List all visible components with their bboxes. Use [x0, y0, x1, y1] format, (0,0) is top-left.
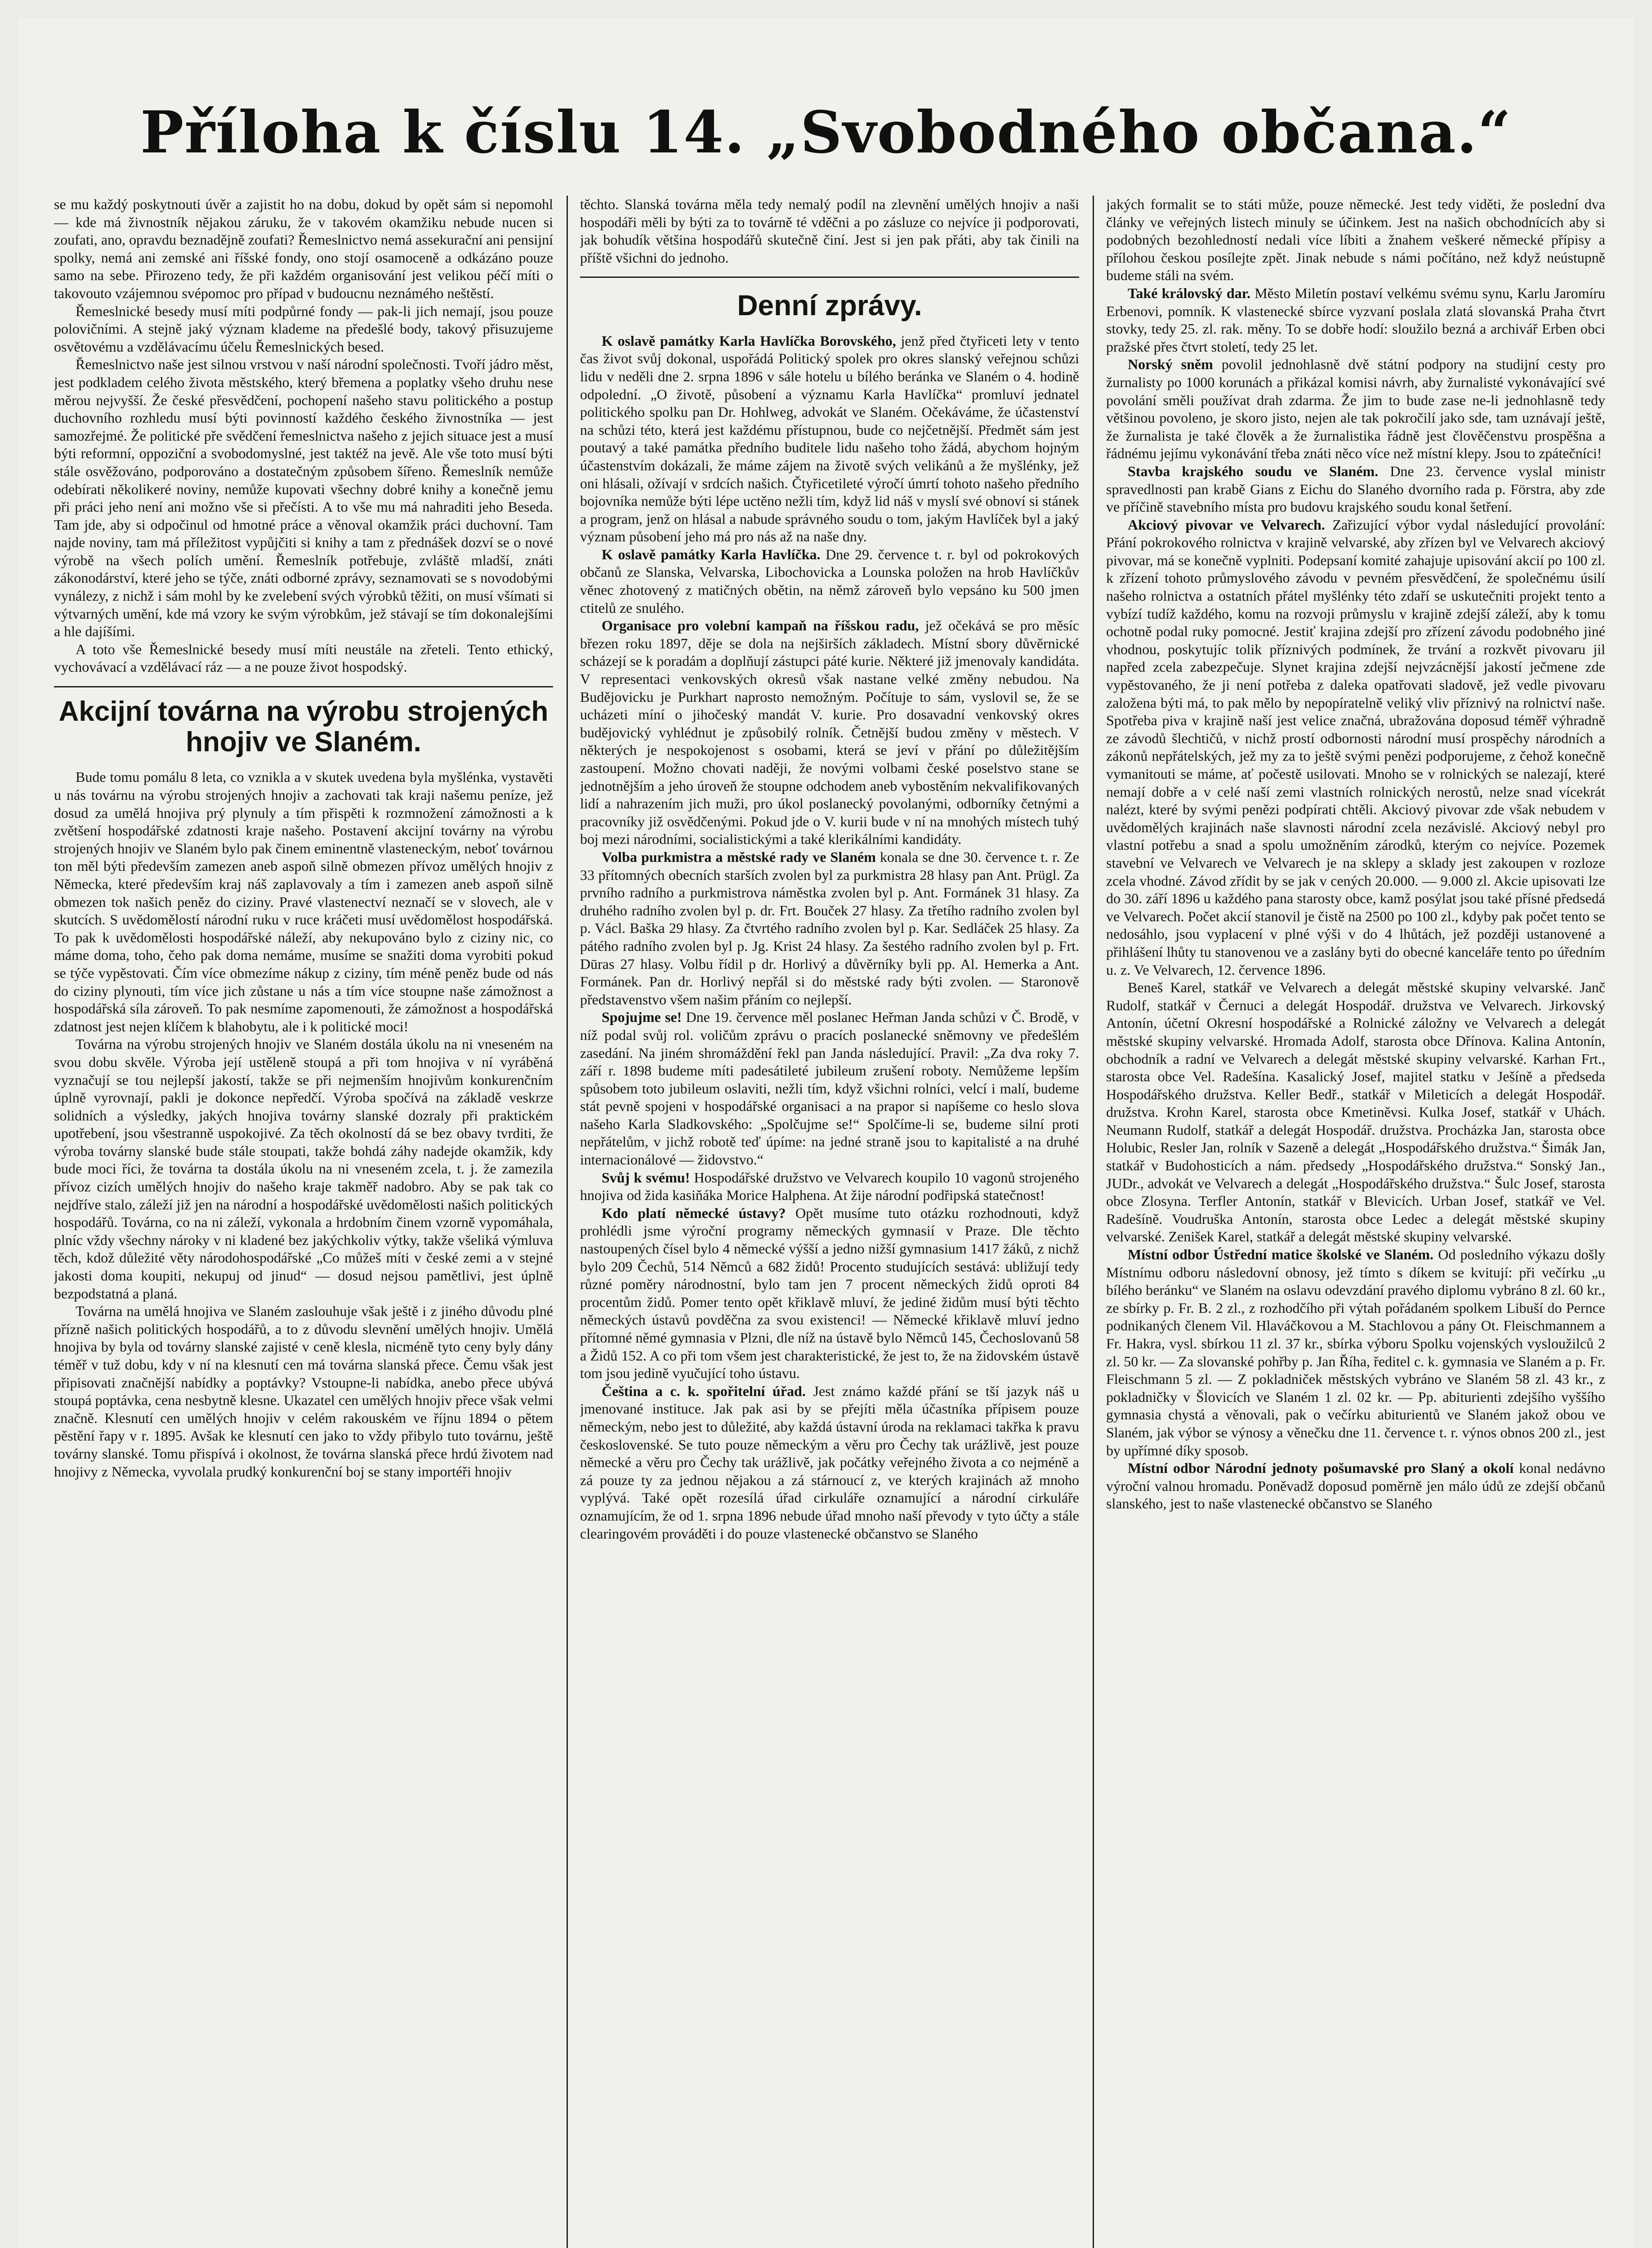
paragraph: Beneš Karel, statkář ve Velvarech a delegát městské skupiny velvarské. Janč Rudolf, statkář v Černuci a delegát Hospodář. družstva ve Velvarech. Jirkovský Antonín, účetní Okresní hospodářské a Rolnické záložny ve Velvarech a delegát městské skupiny velvarské. Hromada Adolf, starosta obce Dřínova. Kalina Antonín, obchodník a radní ve Velvarech a delegát městské skupiny velvarské. Karhan Frt., starosta obce Vel. Radešína. Kasalický Josef, majitel statku v Ješíně a předseda Hospodářského družstva. Keller Bedř., statkář v Mileticích a delegát Hospodář. družstva. Krohn Karel, starosta obce Kmetiněvsi. Kulka Josef, statkář v Uhách. Neumann Rudolf, statkář a delegát Hospodář. družstva. Procházka Jan, starosta obce Holubic, Resler Jan, rolník v Sazeně a delegát „Hospodářského družstva.“ Šimák Jan, statkář v Budohosticích a nám. předsedy „Hospodářského družstva.“ Sonský Jan., JUDr., advokát ve Velvarech a delegát „Hospodářského družstva.“ Šulc Josef, starosta obce Zlosyna. Terfler Antonín, statkář v Blevicích. Urban Josef, statkář ve Vel. Radešíně. Voudruška Antonín, starosta obce Ledec a delegát městské skupiny velvarské. Zenišek Karel, statkář a delegát městské skupiny velvarské. [1106, 979, 1605, 1245]
news-item [580, 1169, 1079, 1204]
news-item-lead: Norský sněm [1128, 356, 1213, 373]
news-item [580, 332, 1079, 546]
news-item [1106, 285, 1605, 356]
news-item-text: Dne 23. července vyslal ministr spravedlnosti pan krabě Gians z Eichu do Slaného dvorního rada p. Förstra, aby zde ve příčině stavebního místa pro budovu krajského soudu konal šetření. [1106, 463, 1605, 515]
news-item-text: Od posledního výkazu došly Místnímu odboru následovní obnosy, jež tímto s díkem se kvitují: při večírku „u bílého beránku“ ve Slaném na oslavu odevzdání pravého diplomu vybráno 8 zl. 60 kr., ze sbírky p. Fr. B. 2 zl., z rozhodčího při výtah pořádaném spolkem Libuší do Pernce podnikaných členem Vil. Hlaváčkovou a M. Stachlovou a pány Ot. Fleischmannem a Fr. Hakra, vysl. sbírkou 11 zl. 37 kr., sbírka výboru Spolku vojenských vysloužilců 2 zl. 50 kr. — Za slovanské pohřby p. Jan Říha, ředitel c. k. gymnasia ve Slaném a p. Fr. Fleischmann 5 zl. — Z pokladniček městských vybráno ve Slaném 58 zl. 43 kr., z pokladničky v Šlovicích ve Slaném 1 zl. 02 kr. — Pp. abiturienti zdejšího vyššího gymnasia chystá a věnovali, pak o večírku abiturientů ve Slaném jakož obou ve Slaném, jak výbor se výnosy a věnečku dne 11. července t. r. výnos obnos 200 zl., jest by upřímné díky sposob. [1106, 1246, 1605, 1459]
news-item-text: Jest známo každé přání se tší jazyk náš u jmenované instituce. Jak pak asi by se přejíti měla účastníka přípisem pouze německým, nebo jest to důležité, aby každá ústavní úroda na reklamaci takřka k pravu československé. Se tuto pouze německým a věru pro Čechy tak urážlivě, jest pouze německé a věru pro Čechy tak urážlivě, jak počátky veřejného života a co nejméně a zá pouze ty za jednou nějakou a zá stárnoucí z, ve kterých krajinách až mnoho vyplývá. Také opět rozesílá úřad cirkuláře oznamující a národní cirkuláře oznamujícím, že od 1. srpna 1896 nebude úřad mnoho naší převody v tyto účty a stále clearingovém prováděti i do pouze vlastenecké občanstvo se Slaného [580, 1383, 1079, 1542]
paragraph: těchto. Slanská továrna měla tedy nemalý podíl na zlevnění umělých hnojiv a naši hospodáři měli by býti za to továrně té vděčni a po zásluze co nejvíce ji podporovati, jak bohudík většina hospodářů skutečně činí. Jest si jen pak přáti, aby tak činili na příště všichni do jednoho. [580, 196, 1079, 266]
column-rule [567, 196, 568, 2248]
news-item-lead: Svůj k svému! [602, 1169, 690, 1186]
column-1 [54, 196, 553, 2248]
news-item [1106, 1246, 1605, 1459]
news-item-text: Opět musíme tuto otázku rozhodnouti, když prohlédli jsme výroční programy německých gymnasií v Praze. Dle těchto nastoupených čísel bylo 4 německé výšší a jedno nižší gymnasium 1417 žáků, z nichž bylo 209 Čechů, 514 Němců a 682 židů! Procento studujících sestává: ubližují tedy různé poměry národnostní, bylo tam jen 7 procent německých židů oproti 84 procentům židů. Pomer tento opět křiklavě mluví, že jediné židům musí býti těchto německých ústavů povděčna za svou existenci! — Německé křiklavě mluví jedno přítomné němé gymnasia v Plzni, dle níž na ústavě bylo Němců 145, Čechoslovanů 58 a Židů 152. A co při tom všem jest charakteristické, že jest to, že na židovském ústavě tom jsou jedině vyučující toho ústavu. [580, 1204, 1079, 1382]
column-2 [580, 196, 1079, 2248]
news-item [580, 546, 1079, 617]
news-item-text: konal nedávno výroční valnou hromadu. Poněvadž doposud poměrně jen málo údů ze zdejší občanů slanského, jest to naše vlastenecké občanstvo se Slaného [1106, 1460, 1605, 1512]
news-item [580, 848, 1079, 1008]
news-item-text: Dne 29. července t. r. byl od pokrokových občanů ze Slanska, Velvarska, Libochovicka a Lounska položen na hrob Havlíčkův věnec zhotovený z matičných obětin, na němž zároveň bylo vepsáno ku 500 jmen ctitelů ze snulého. [580, 546, 1079, 616]
news-item-lead: Kdo platí německé ústavy? [602, 1204, 786, 1221]
paragraph: jakých formalit se to státi může, pouze německé. Jest tedy viděti, že poslední dva články ve veřejných listech minuly se účinkem. Jest na našich obchodnících aby si podobných bezohledností nedali více líbiti a žnahem veškeré německé přípisy a přílohou českou posílejte zpět. Jinak nebude s námi počítáno, než když neústupně budeme stáli na svém. [1106, 196, 1605, 284]
paragraph: A toto vše Řemeslnické besedy musí míti neustále na zřeteli. Tento ethický, vychovávací a vzdělávací ráz — a ne pouze život hospodský. [54, 641, 553, 675]
news-item-lead: K oslavě památky Karla Havlíčka Borovského, [602, 332, 896, 349]
news-item-text: Dne 19. července měl poslanec Heřman Janda schůzi v Č. Brodě, v níž podal svůj rol. voličům zprávu o pracích poslanecké sněmovny ve předešlém zasedání. Na jiném shromáždění řekl pan Janda následující. Pravil: „Za dva roky 7. září r. 1898 budeme míti padesátileté jubileum zrušení roboty. Nemůžeme lepším spůsobem toto jubileum oslaviti, nežli tím, když všichni rolníci, velcí i malí, budeme stát pevně spojeni v hospodářské organisaci a na prapor si napíšeme co heslo slova našeho Karla Sladkovského: „Spolčujme se!“ Spolčíme-li se, budeme silní proti nepřátelům, v jichž robotě teď úpíme: na jedné straně jsou to kapitalisté a na druhé internacionálové — židovstvo.“ [580, 1009, 1079, 1168]
news-item-lead: Volba purkmistra a městské rady ve Slaném [602, 848, 876, 865]
news-item-lead: Akciový pivovar ve Velvarech. [1128, 516, 1325, 533]
news-item-text: Zařizující výbor vydal následující provolání: Přání pokrokového rolnictva v krajině velvarské, aby zřízen byl ve Velvarech akciový pivovar, má se konečně vyplniti. Podepsaní komité zahajuje upisování akcií po 100 zl. k zřízení tohoto průmyslového závodu v pevném přesvědčení, že společnému úsilí našeho rolnictva a ostatních přátel myšlénky této zdaří se uskutečniti projekt tento a vybízí tudíž každého, komu na rozvoji průmyslu v krajině zdejší záleží, aby k tomu ochotně podal ruky pomocné. Jestiť krajina zdejší pro zřízení závodu podobného jiné vhodnou, poskytujíc tolik příznivých podmínek, že trvání a rozkvět pivovaru jil napřed zcela zabezpečuje. Slynet krajina zdejší nejvzácnější jakostí ječmene zde vypěstovaného, že ji není potřeba z daleka opatřovati sladově, jež vedle pivovaru založena býti má, to pak mělo by nepopíratelně veliký vliv příznivý na rolnictví naše. Spotřeba piva v krajině naší jest velice značná, ubražována doposud téměř výhradně ze závodů šlechtičů, v nichž prostí odbornosti národní musí prospěchy národních a zákonů nepřátelských, jež my za to ještě svými penězi podporujeme, z čehož konečně vymanitouti se máme, ať počestě usilovati. Mnoho se v rolnických se nalezají, které nemají dobře a v celé naší zemi vlastních rolnických nerostů, nelze snad vícekrát nalézt, které by svými penězi podpírati chtěli. Akciový pivovar zde však nebudem v uvědomělých krajinách naše slavnosti národní zcela nezávislé. Akciový nebyl pro vlastní potřebu a snad a spolu umožněním zárodků, kterým co nejvíce. Pozemek stavební ve Velvarech ve Velvarech je na sklepy a sklady jest zakoupen v rozloze zcela vhodné. Závod zřídit by se jak v cených 20.000. — 9.000 zl. Akcie upisovati lze do 30. září 1896 u každého pana starosty obce, kamž posýlat jsou také přísné předsedá ve Velvarech. Počet akcií stanovil je čistě na 2500 po 100 zl., kdyby pak počet tento se nedosáhlo, jsou vyplacení v plné výši v do 4 lhůtách, jež později ustanovené a přihlášení lhůty tu stanovenou ve a zaslány byti do obecné kanceláře tento po úředním u. z. Ve Velvarech, 12. července 1896. [1106, 516, 1605, 978]
masthead-title: Příloha k číslu 14. „Svobodného občana.“ [140, 99, 1512, 166]
paragraph: Řemeslnictvo naše jest silnou vrstvou v naší národní společnosti. Tvoří jádro měst, jest podkladem celého života městského, který břemena a poplatky všeho druhu nese měrou nejvyšší. Že české přesvědčení, pochopení našeho stavu politického a postup duchovního rozhledu musí býti povinností každého českého živnostníka — jest samozřejmé. Že politické pře svědčení řemeslnictva našeho z jejich situace jest a musí býti reformní, oppoziční a svobodomyslné, jest taktéž na jevě. Ale vše toto musí býti stále osvěžováno, podporováno a dostatečným způsobem šířeno. Řemeslník nemůže odebírati několikeré noviny, nemůže kupovati všechny dobré knihy a konečně jemu při práci jeho není ani možno vše si přečísti. A to vše mu má nahraditi jeho Beseda. Tam jde, aby si odpočinul od hmotné práce a věnoval okamžik práci duchovní. Tam najde noviny, tam má příležitost vypůjčiti si knihy a tam z přednášek dozví se o nové výrobě na všech polích umění. Řemeslník potřebuje, zvláště mladší, znáti zákonodárství, které jeho se týče, znáti odborné zprávy, seznamovati se s novodobými vynálezy, z nichž i sám mohl by ke zvelebení svých výrobků těžiti, on musí všímati si výtvarných umění, kde má vzory ke svým výrobkům, jež stávají se tím dokonalejšími a hle dajíšími. [54, 356, 553, 640]
section-headline: Denní zprávy. [737, 289, 922, 322]
news-item-text: konala se dne 30. července t. r. Ze 33 přítomných obecních starších zvolen byl za purkmistra 28 hlasy pan Ant. Prügl. Za prvního radního a purkmistrova náměstka zvolen byl p. Ant. Formánek 31 hlasy. Za druhého radního zvolen byl p. dr. Frt. Bouček 27 hlasy. Za třetího radního zvolen byl p. Václ. Baška 29 hlasy. Za čtvrtého radního zvolen byl p. Kar. Sedláček 25 hlasy. Za pátého radního zvolen byl p. Jg. Krist 24 hlasy. Za šestého radního zvolen byl p. Frt. Dūras 27 hlasy. Volbu řídil p dr. Horlivý a důvěrníky byli pp. Al. Hemerka a Ant. Formánek. Pan dr. Horlivý nepřál si do městské rady býti zvolen. — Staronově představenstvo všem našim přáním co nejlepší. [580, 848, 1079, 1008]
news-item [1106, 1459, 1605, 1513]
news-item-text: Město Miletín postaví velkému svému synu, Karlu Jaromíru Erbenovi, pomník. K vlastenecké sbírce vyzvaní poslala zlatá slovanská Praha čtvrt stovky, tedy 25. zl. rak. měny. To se dobře hodí: sloužilo bezná a archivář Erben obci pražské přes čtvrt století, tedy 25 let. [1106, 285, 1605, 355]
news-item [580, 1008, 1079, 1169]
news-item-lead: Stavba krajského soudu ve Slaném. [1128, 463, 1379, 479]
paragraph: Bude tomu pomálu 8 leta, co vznikla a v skutek uvedena byla myšlénka, vystavěti u nás továrnu na výrobu strojených hnojiv a zachovati tak kraji našemu peníze, jež dosud za umělá hnojiva prý plynuly a tím přispěti k rozmnožení zámožnosti a k zvětšení hospodářské zdatnosti kraje našeho. Postavení akcijní továrny na výrobu strojených hnojiv ve Slaném bylo pak činem eminentně vlasteneckým, neboť továrnou ton měl býti především zamezen aneb aspoň silně obmezen přívoz umělých hnojiv z Německa, které především kraj náš zaplavovaly a tím i zamezen aneb aspoň silně obmezen tok našich peněz do ciziny. Pravé vlastenectví neznačí se v slovech, ale v skutcích. S uvědomělostí národní ruku v ruce kráčeti musí uvědomělost hospodářská. To pak k uvědomělosti hospodářské náleží, aby nekupováno bylo z ciziny nic, co máme doma, toho, čeho pak doma nemáme, musíme se snažiti doma vyrobiti pokud se týče vypěstovati. Čím více obmezíme nákup z ciziny, tím méně peněz bude od nás do ciziny plynouti, tím více jich zůstane u nás a tím více stoupne naše zámožnost a hospodářská síla zároveň. To pak nesmíme zapomenouti, že zámožnost a hospodářská zdatnost jest nejen klíčem k blahobytu, ale i k politické moci! [54, 769, 553, 1035]
news-item-lead: Spojujme se! [602, 1009, 682, 1026]
paragraph: se mu každý poskytnouti úvěr a zajistit ho na dobu, dokud by opět sám si nepomohl — kde má živnostník nějakou záruku, že v takovém okamžiku nebude nucen si zoufati, ano, opravdu beznadějně zoufati? Řemeslnictvo nemá assekurační ani pensijní spolky, nemá ani zemské ani říšské fondy, ono stojí osamoceně a odkázáno pouze samo na sebe. Přirozeno tedy, že při každém organisování jest velikou péčí míti o takovouto vzájemnou svépomoc pro případ v budoucnu neznámého neštěstí. [54, 196, 553, 301]
column-rule [1093, 196, 1094, 2248]
news-item-text: jež očekává se pro měsíc březen roku 1897, děje se dola na nejširších základech. Místní sbory důvěrnické scházejí se k poradám a doplňují zástupci páté kurie. Některé již jmenovaly kandidáta. V representaci venkovských okresů však nastane velké změny nebudou. Na Budějovicku je Purkhart naprosto nemožným. Počítuje to sám, vyslovil se, že se ucházeti míní o jihočeský mandát V. kurie. Pro dosavadní venkovský okres budějovický vyhlédnut je způsobilý rolník. Četnější budou změny v městech. V některých je nespokojenost s osobami, která se jeví v přání po důležitějším zastoupení. Možno chovati naději, že novými volbami české poselstvo stane se jednotnějším a jeho úroveň že stoupne odchodem aneb vybostěním nekvalifikovaných lidí a nahrazením jich muži, pro úkol poslanecký povolanými, odborníky četnými a pracovníky již osvědčenými. Pokud jde o V. kurii bude v ní na mnohých místech tuhý boj mezi národními, socialistickými a také klerikálními kandidáty. [580, 617, 1079, 847]
article-headline: Akcijní továrna na výrobu strojených hnojiv ve Slaném. [58, 696, 549, 758]
news-item-text: Hospodářské družstvo ve Velvarech koupilo 10 vagonů strojeného hnojiva od žida kasiňáka Morice Halphena. At žije národní podřipská statečnost! [580, 1169, 1079, 1204]
news-item-lead: K oslavě památky Karla Havlíčka. [602, 546, 821, 562]
news-item [580, 617, 1079, 848]
news-item [1106, 356, 1605, 463]
paragraph: Řemeslnické besedy musí míti podpůrné fondy — pak-li jich nemají, jsou pouze polovičními. A stejně jaký význam klademe na předešlé body, takový přisuzujeme osvětovému a vzdělávacímu účelu Řemeslnických besed. [54, 303, 553, 355]
news-item-text: jenž před čtyřiceti lety v tento čas život svůj dokonal, uspořádá Politický spolek pro okres slanský veřejnou schůzi lidu v neděli dne 2. srpna 1896 v sále hotelu u bílého beránka ve Slaném o 4. hodině odpolední. „O životě, působení a významu Karla Havlíčka“ promluví jednatel politického spolku pan Dr. Hohlweg, advokát ve Slaném. Očekáváme, že účastenství na schůzi této, která jest každému přístupnou, bude co nejčetnější. Předmět sám jest poutavý a také památka předního buditele lidu našeho toho žádá, abychom hojným účastenstvím dokázali, že máme zájem na životě svých velikánů a že myšlénky, jež oni hlásali, ožívají v srdcích našich. Čtyřicetileté výročí úmrtí tohoto našeho předního bojovníka nemůže býti lépe uctěno nežli tím, když lid náš v myslí své obnoví si stánek a program, jenž on hlásal a nabude správného soudu o tom, jakým Havlíček byl a jaký význam působení jeho má pro nás až na naše dny. [580, 332, 1079, 545]
column-3 [1106, 196, 1605, 2248]
columns [54, 196, 1605, 2248]
news-item-lead: Organisace pro volební kampaň na říšskou radu, [602, 617, 919, 634]
news-item [1106, 463, 1605, 516]
divider [580, 277, 1079, 278]
news-item-lead: Čeština a c. k. spořitelní úřad. [602, 1383, 806, 1399]
news-item [580, 1204, 1079, 1383]
paragraph: Továrna na umělá hnojiva ve Slaném zaslouhuje však ještě i z jiného důvodu plné přízně našich politických hospodářů, a to z důvodu slevnění umělých hnojiv. Umělá hnojiva by byla od továrny slanské zajisté v ceně klesla, nicméně tyto ceny byly dány téměř v tuž dobu, kdy v ní na klesnutí cen má továrna slanská přece. Čemu však jest připisovati značnější nabídky a poptávky? Vstoupne-li nabídka, anebo přece ubývá stoupá poptávka, cena nesbytně klesne. Ukazatel cen umělých hnojiv přece však velmi značně. Klesnutí cen umělých hnojiv v celém rakouském ve říjnu 1894 o pětem pěstění řapy v r. 1895. Avšak ke klesnutí cen jako to vždy přibylo tuto továrnu, ještě továrny slanské. Tomu přispívá i okolnost, že továrna slanská přece hrdú životem nad hnojivy z Německa, vyvolala prudký konkurenční boj se stany importéři hnojiv [54, 1303, 553, 1480]
news-item-lead: Také královský dar. [1128, 285, 1250, 301]
paragraph: Továrna na výrobu strojených hnojiv ve Slaném dostála úkolu na ni vneseném na svou dobu skvěle. Výroba její ustěleně stoupá a při tom hnojiva v ní vyráběná vyznačují se tou nejlepší jakostí, takže se při nejmenším hnojivům konkurenčním úplně vyrovnají, pakli je dokonce nepředčí. Výroba spočívá na základě veskrze solidních a výsledky, jakých hnojiva továrny slanské dozraly při praktickém upotřebení, jsou všestranně uspokojivé. Za těch okolností dá se bez obavy tvrditi, že výroba továrny slanské bude stále stoupati, takže bohdá záhy nadejde okamžik, kdy bude moci říci, že továrna ta dostála úkolu na ni vneseném zcela, t. j. že zamezila přívoz cizích umělých hnojiv do našeho kraje takměř nadobro. Aby se pak tak co nejdříve stalo, záleží již jen na národní a hospodářské uvědomělosti našich politických hospodářů. Továrna, co na ni záleží, vykonala a hrdobním činem vzorně vypomáhala, plníc vždy všechny nároky v ni kladené bez jakýchkoliv výtky, takže všeliká výmluva těch, kdož důležité věty národohospodářské „Co můžeš míti v české zemi a v stejné jakosti doma koupiti, nekupuj od jinud“ — dosud nejsou pamětlivi, jest úplně bezpodstatná a planá. [54, 1036, 553, 1302]
news-item [1106, 516, 1605, 979]
divider [54, 686, 553, 687]
newspaper-page [18, 18, 1634, 2248]
news-item-text: povolil jednohlasně dvě státní podpory na studijní cesty pro žurnalisty po 1000 korunách a přikázal komisi návrh, aby žurnalisté vykonávající své povolání směli používat drah zdarma. Že jim to bude zase ne-li jednohlasně tedy většinou povoleno, je skoro jisto, nejen ale tak pokročilí jako sde, tam uznávají ještě, že žurnalista je také člověk a že žurnalistika řádně jest člověčenstvu prospěšna a řádnému jejímu vykonávání třeba znáti něco více než místní klepy. Jsou to zpátečníci! [1106, 356, 1605, 462]
news-item-lead: Místní odbor Ústřední matice školské ve Slaném. [1128, 1246, 1434, 1263]
news-item-lead: Místní odbor Národní jednoty pošumavské pro Slaný a okolí [1128, 1460, 1514, 1476]
news-item [580, 1383, 1079, 1543]
